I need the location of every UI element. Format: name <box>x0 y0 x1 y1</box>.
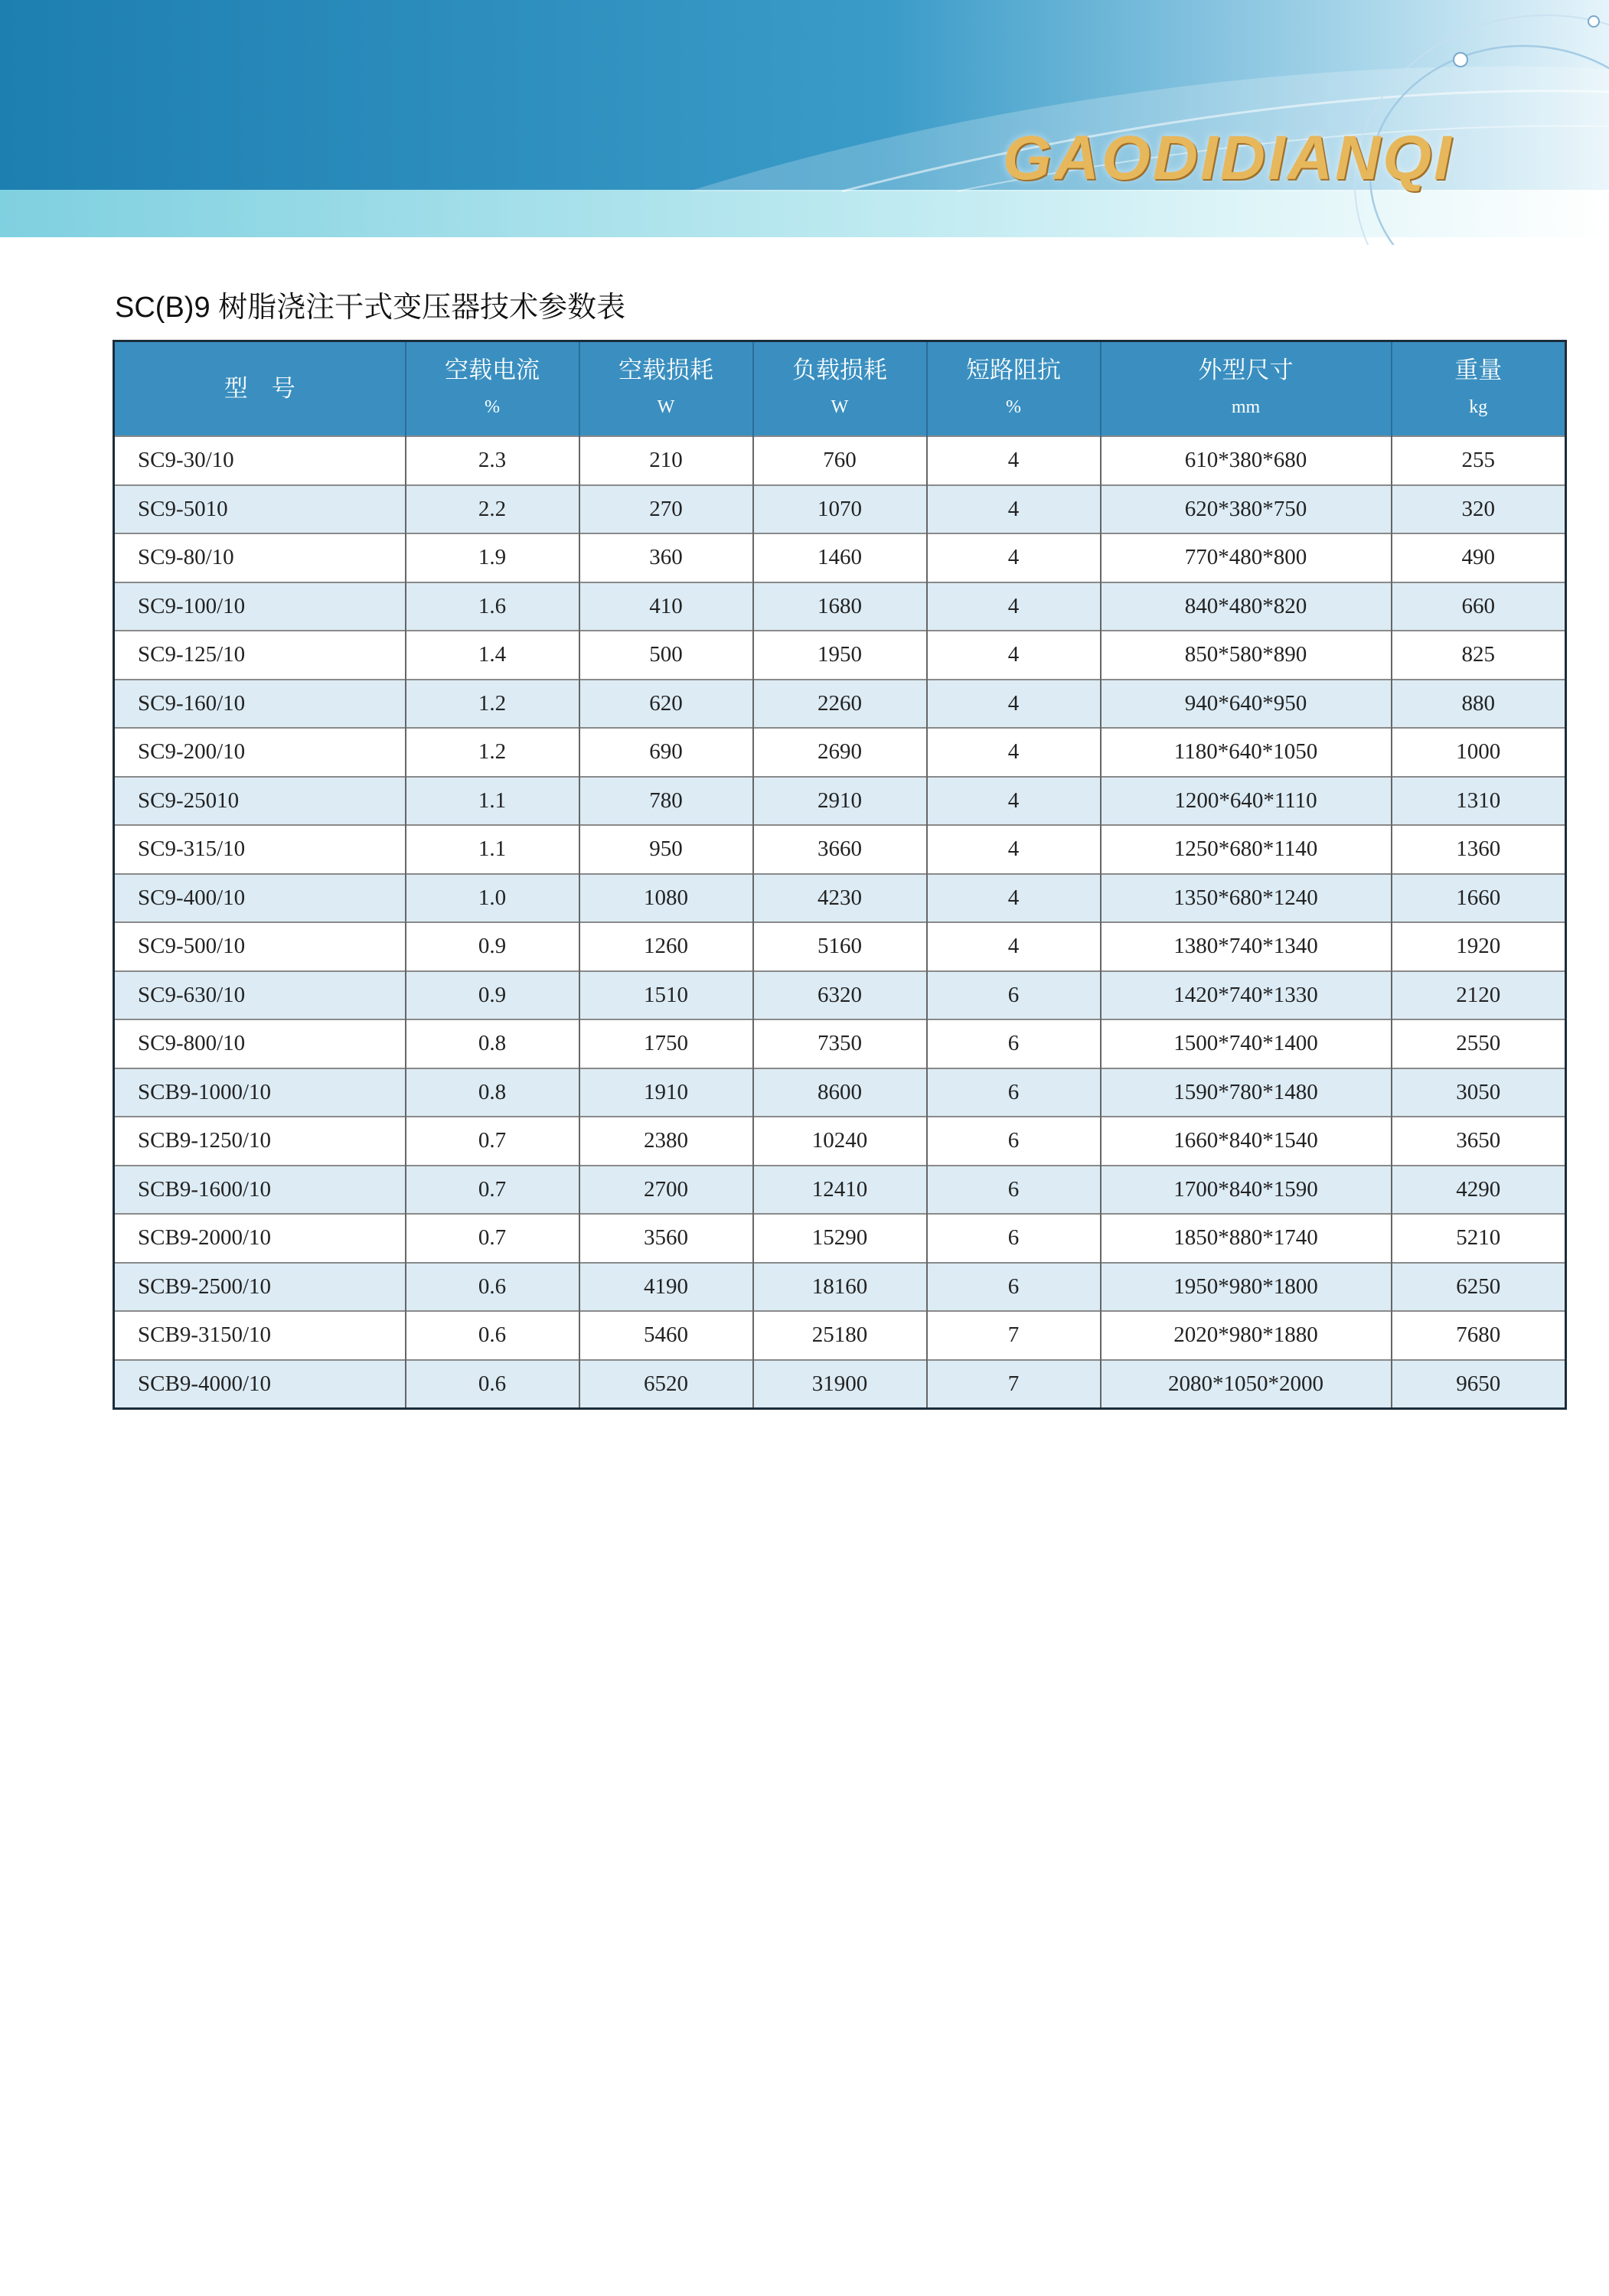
cell-dimensions: 1850*880*1740 <box>1101 1214 1392 1263</box>
cell-no-load-current: 0.7 <box>406 1214 579 1263</box>
cell-no-load-loss: 410 <box>579 582 753 631</box>
table-row <box>114 1263 1566 1312</box>
header-no-load-current: 空载电流 % <box>406 341 579 437</box>
table-row <box>114 485 1566 534</box>
cell-impedance: 6 <box>927 1117 1101 1166</box>
table-row <box>114 777 1566 826</box>
cell-no-load-loss: 2380 <box>579 1117 753 1166</box>
cell-weight: 1920 <box>1392 922 1566 971</box>
cell-dimensions: 2080*1050*2000 <box>1101 1360 1392 1409</box>
cell-no-load-current: 0.6 <box>406 1311 579 1360</box>
cell-no-load-current: 0.9 <box>406 971 579 1020</box>
cell-no-load-current: 0.9 <box>406 922 579 971</box>
cell-weight: 9650 <box>1392 1360 1566 1409</box>
cell-model: SCB9-2000/10 <box>114 1214 406 1263</box>
cell-load-loss: 2260 <box>753 680 927 729</box>
cell-weight: 1360 <box>1392 825 1566 874</box>
table-row <box>114 874 1566 923</box>
cell-no-load-loss: 360 <box>579 533 753 582</box>
cell-model: SC9-100/10 <box>114 582 406 631</box>
cell-model: SC9-125/10 <box>114 631 406 680</box>
cell-no-load-loss: 1510 <box>579 971 753 1020</box>
cell-dimensions: 620*380*750 <box>1101 485 1392 534</box>
cell-load-loss: 2690 <box>753 728 927 777</box>
cell-weight: 2120 <box>1392 971 1566 1020</box>
cell-impedance: 4 <box>927 631 1101 680</box>
cell-impedance: 4 <box>927 728 1101 777</box>
cell-load-loss: 1460 <box>753 533 927 582</box>
header-dimensions: 外型尺寸 mm <box>1101 341 1392 437</box>
cell-weight: 490 <box>1392 533 1566 582</box>
cell-no-load-loss: 270 <box>579 485 753 534</box>
cell-load-loss: 1950 <box>753 631 927 680</box>
cell-load-loss: 4230 <box>753 874 927 923</box>
cell-no-load-current: 1.9 <box>406 533 579 582</box>
cell-no-load-loss: 950 <box>579 825 753 874</box>
cell-no-load-current: 0.8 <box>406 1019 579 1068</box>
cell-dimensions: 1200*640*1110 <box>1101 777 1392 826</box>
cell-model: SCB9-1600/10 <box>114 1166 406 1215</box>
table-row <box>114 533 1566 582</box>
cell-load-loss: 5160 <box>753 922 927 971</box>
cell-no-load-current: 0.7 <box>406 1117 579 1166</box>
cell-load-loss: 8600 <box>753 1068 927 1117</box>
cell-dimensions: 1660*840*1540 <box>1101 1117 1392 1166</box>
cell-dimensions: 1350*680*1240 <box>1101 874 1392 923</box>
cell-model: SC9-400/10 <box>114 874 406 923</box>
cell-dimensions: 770*480*800 <box>1101 533 1392 582</box>
table-row <box>114 1117 1566 1166</box>
cell-no-load-loss: 620 <box>579 680 753 729</box>
cell-no-load-loss: 210 <box>579 436 753 485</box>
cell-dimensions: 1700*840*1590 <box>1101 1166 1392 1215</box>
cell-impedance: 4 <box>927 436 1101 485</box>
cell-model: SC9-315/10 <box>114 825 406 874</box>
cell-impedance: 4 <box>927 922 1101 971</box>
table-row <box>114 436 1566 485</box>
cell-model: SC9-800/10 <box>114 1019 406 1068</box>
table-row <box>114 1166 1566 1215</box>
cell-no-load-loss: 6520 <box>579 1360 753 1409</box>
cell-load-loss: 12410 <box>753 1166 927 1215</box>
cell-model: SC9-30/10 <box>114 436 406 485</box>
cell-no-load-loss: 2700 <box>579 1166 753 1215</box>
header-weight: 重量 kg <box>1392 341 1566 437</box>
cell-dimensions: 1590*780*1480 <box>1101 1068 1392 1117</box>
cell-load-loss: 2910 <box>753 777 927 826</box>
cell-weight: 320 <box>1392 485 1566 534</box>
cell-impedance: 4 <box>927 533 1101 582</box>
table-row <box>114 631 1566 680</box>
table-row <box>114 582 1566 631</box>
cell-no-load-current: 1.6 <box>406 582 579 631</box>
cell-weight: 2550 <box>1392 1019 1566 1068</box>
cell-no-load-loss: 1750 <box>579 1019 753 1068</box>
cell-weight: 825 <box>1392 631 1566 680</box>
cell-model: SCB9-1250/10 <box>114 1117 406 1166</box>
header-no-load-loss: 空载损耗 W <box>579 341 753 437</box>
cell-weight: 1000 <box>1392 728 1566 777</box>
table-row <box>114 1214 1566 1263</box>
cell-impedance: 7 <box>927 1360 1101 1409</box>
header-model: 型 号 <box>114 341 406 437</box>
cell-model: SC9-80/10 <box>114 533 406 582</box>
spec-table <box>113 340 1567 1410</box>
cell-no-load-current: 1.0 <box>406 874 579 923</box>
cell-no-load-loss: 1080 <box>579 874 753 923</box>
cell-impedance: 4 <box>927 582 1101 631</box>
cell-impedance: 6 <box>927 1263 1101 1312</box>
cell-load-loss: 1070 <box>753 485 927 534</box>
table-row <box>114 922 1566 971</box>
cell-weight: 660 <box>1392 582 1566 631</box>
cell-load-loss: 18160 <box>753 1263 927 1312</box>
cell-impedance: 4 <box>927 874 1101 923</box>
cell-dimensions: 940*640*950 <box>1101 680 1392 729</box>
cell-model: SCB9-4000/10 <box>114 1360 406 1409</box>
cell-model: SCB9-2500/10 <box>114 1263 406 1312</box>
cell-weight: 3650 <box>1392 1117 1566 1166</box>
table-row <box>114 971 1566 1020</box>
table-header-row <box>114 341 1566 437</box>
cell-model: SC9-25010 <box>114 777 406 826</box>
cell-no-load-current: 2.2 <box>406 485 579 534</box>
cell-weight: 7680 <box>1392 1311 1566 1360</box>
cell-no-load-loss: 3560 <box>579 1214 753 1263</box>
cell-no-load-current: 1.1 <box>406 825 579 874</box>
cell-dimensions: 1250*680*1140 <box>1101 825 1392 874</box>
cell-load-loss: 7350 <box>753 1019 927 1068</box>
table-row <box>114 728 1566 777</box>
cell-model: SC9-630/10 <box>114 971 406 1020</box>
cell-load-loss: 6320 <box>753 971 927 1020</box>
cell-impedance: 7 <box>927 1311 1101 1360</box>
cell-weight: 255 <box>1392 436 1566 485</box>
cell-impedance: 6 <box>927 1068 1101 1117</box>
cell-weight: 1310 <box>1392 777 1566 826</box>
table-row <box>114 1068 1566 1117</box>
cell-model: SC9-200/10 <box>114 728 406 777</box>
cell-no-load-current: 0.7 <box>406 1166 579 1215</box>
cell-load-loss: 760 <box>753 436 927 485</box>
header-banner <box>0 0 1609 245</box>
cell-weight: 4290 <box>1392 1166 1566 1215</box>
cell-impedance: 4 <box>927 680 1101 729</box>
cell-weight: 3050 <box>1392 1068 1566 1117</box>
cell-model: SCB9-1000/10 <box>114 1068 406 1117</box>
cell-dimensions: 1500*740*1400 <box>1101 1019 1392 1068</box>
cell-impedance: 4 <box>927 485 1101 534</box>
cell-no-load-current: 1.4 <box>406 631 579 680</box>
cell-load-loss: 10240 <box>753 1117 927 1166</box>
cell-load-loss: 31900 <box>753 1360 927 1409</box>
cell-dimensions: 840*480*820 <box>1101 582 1392 631</box>
cell-load-loss: 25180 <box>753 1311 927 1360</box>
cell-load-loss: 1680 <box>753 582 927 631</box>
cell-dimensions: 1180*640*1050 <box>1101 728 1392 777</box>
table-row <box>114 1311 1566 1360</box>
cell-load-loss: 3660 <box>753 825 927 874</box>
table-row <box>114 1360 1566 1409</box>
cell-no-load-current: 1.2 <box>406 728 579 777</box>
cell-impedance: 6 <box>927 1214 1101 1263</box>
cell-weight: 1660 <box>1392 874 1566 923</box>
cell-dimensions: 1420*740*1330 <box>1101 971 1392 1020</box>
cell-no-load-current: 0.6 <box>406 1360 579 1409</box>
table-row <box>114 1019 1566 1068</box>
cell-no-load-loss: 4190 <box>579 1263 753 1312</box>
cell-impedance: 4 <box>927 777 1101 826</box>
brand-logo-text: GAODIDIANQI <box>1003 123 1454 193</box>
cell-no-load-current: 1.2 <box>406 680 579 729</box>
header-impedance: 短路阻抗 % <box>927 341 1101 437</box>
cell-no-load-loss: 780 <box>579 777 753 826</box>
cell-dimensions: 1950*980*1800 <box>1101 1263 1392 1312</box>
cell-dimensions: 2020*980*1880 <box>1101 1311 1392 1360</box>
header-load-loss: 负载损耗 W <box>753 341 927 437</box>
cell-no-load-loss: 1260 <box>579 922 753 971</box>
cell-model: SC9-500/10 <box>114 922 406 971</box>
page-title: SC(B)9 树脂浇注干式变压器技术参数表 <box>115 292 626 324</box>
cell-weight: 880 <box>1392 680 1566 729</box>
table-row <box>114 680 1566 729</box>
cell-weight: 5210 <box>1392 1214 1566 1263</box>
cell-dimensions: 850*580*890 <box>1101 631 1392 680</box>
cell-model: SCB9-3150/10 <box>114 1311 406 1360</box>
cell-no-load-loss: 1910 <box>579 1068 753 1117</box>
table-row <box>114 825 1566 874</box>
cell-no-load-current: 0.6 <box>406 1263 579 1312</box>
cell-impedance: 4 <box>927 825 1101 874</box>
cell-model: SC9-160/10 <box>114 680 406 729</box>
cell-no-load-loss: 690 <box>579 728 753 777</box>
cell-dimensions: 1380*740*1340 <box>1101 922 1392 971</box>
cell-dimensions: 610*380*680 <box>1101 436 1392 485</box>
cell-impedance: 6 <box>927 1019 1101 1068</box>
cell-weight: 6250 <box>1392 1263 1566 1312</box>
cell-no-load-current: 0.8 <box>406 1068 579 1117</box>
cell-no-load-loss: 500 <box>579 631 753 680</box>
cell-load-loss: 15290 <box>753 1214 927 1263</box>
cell-impedance: 6 <box>927 971 1101 1020</box>
cell-impedance: 6 <box>927 1166 1101 1215</box>
cell-model: SC9-5010 <box>114 485 406 534</box>
cell-no-load-loss: 5460 <box>579 1311 753 1360</box>
cell-no-load-current: 1.1 <box>406 777 579 826</box>
cell-no-load-current: 2.3 <box>406 436 579 485</box>
